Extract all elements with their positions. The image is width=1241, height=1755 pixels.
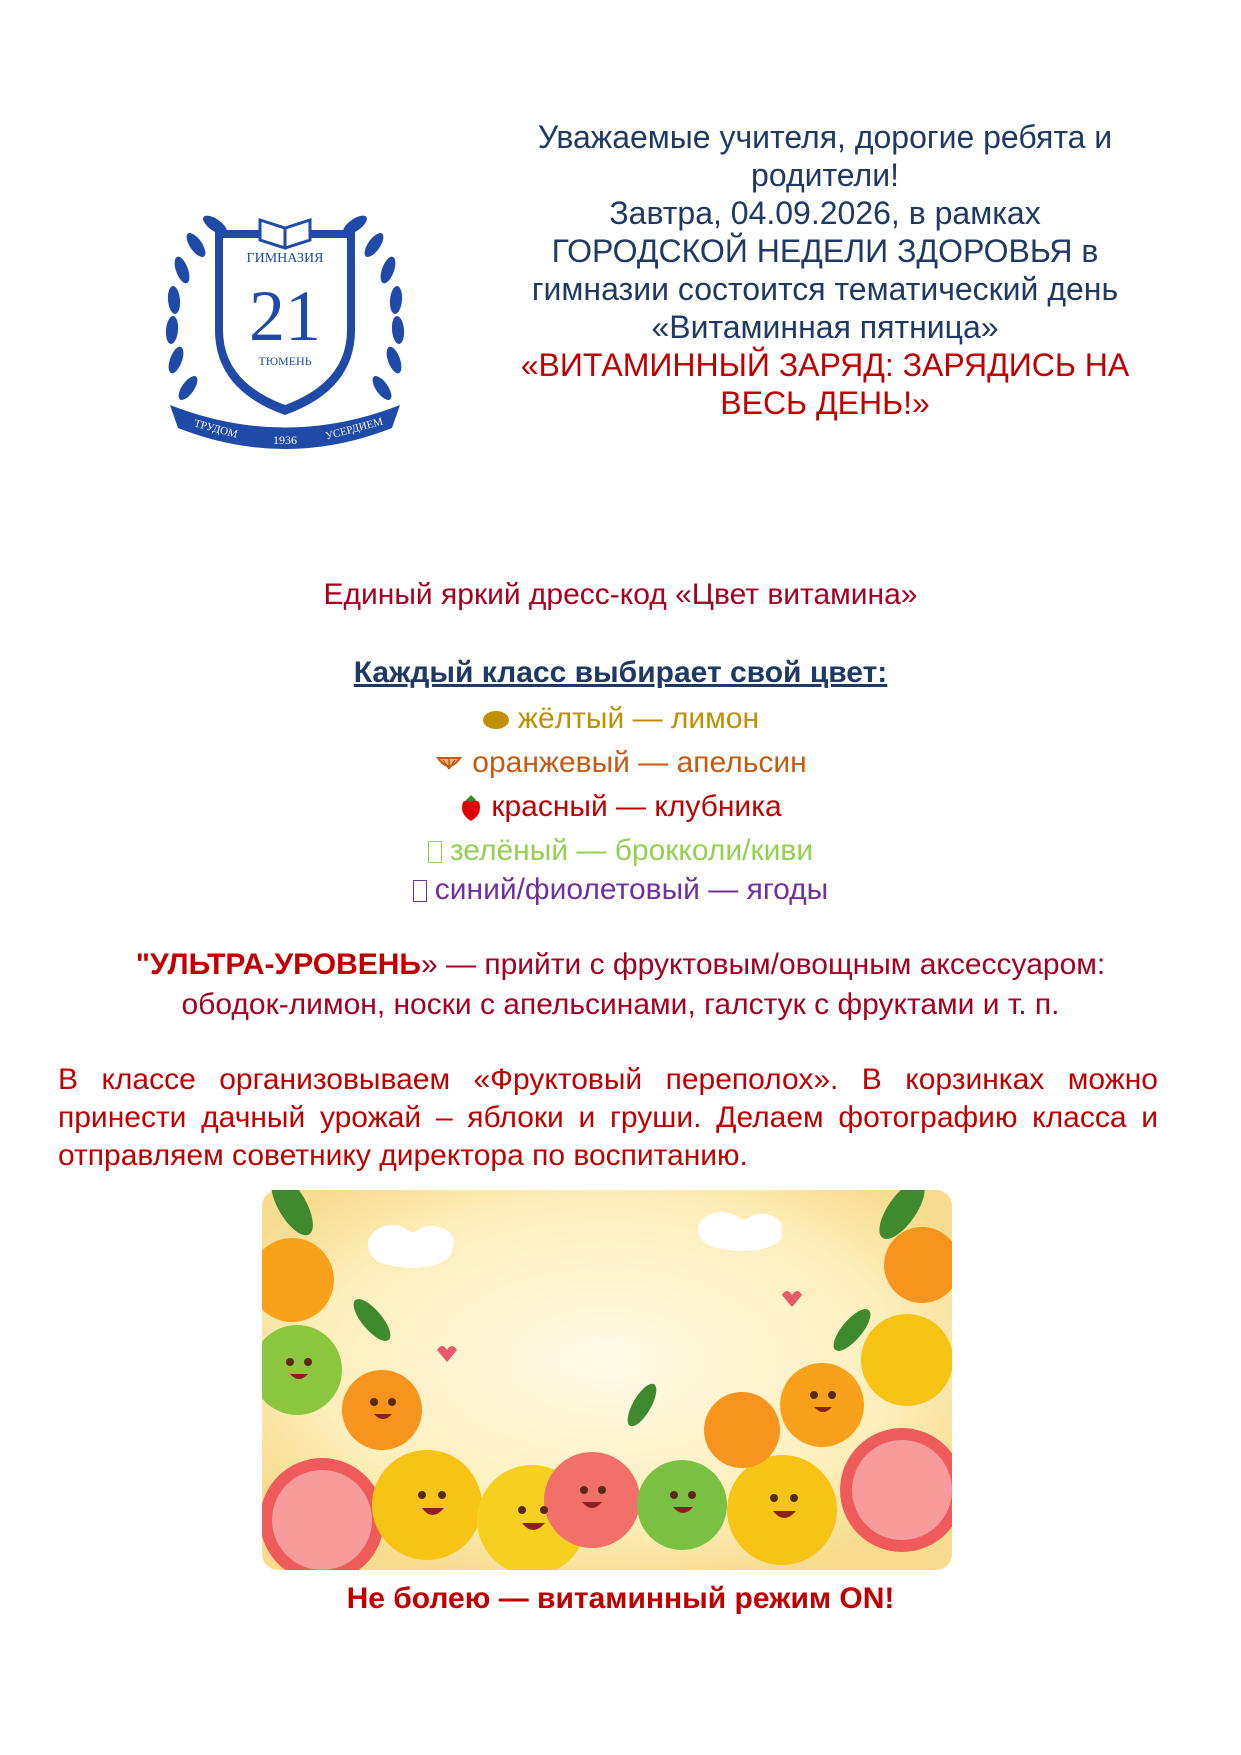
svg-text:1936: 1936 — [273, 433, 297, 447]
header-line: родители! — [751, 157, 899, 193]
missing-glyph-icon — [428, 841, 442, 863]
book-icon — [260, 220, 310, 248]
color-item-label: зелёный — брокколи/киви — [449, 834, 814, 867]
event-slogan: «ВИТАМИННЫЙ ЗАРЯД: ЗАРЯДИСЬ НА — [520, 347, 1130, 383]
color-item — [0, 700, 1241, 738]
color-choice-heading: Каждый класс выбирает свой цвет: — [353, 656, 888, 689]
gymnasium-logo — [160, 200, 410, 450]
dress-code-title: Единый яркий дресс-код «Цвет витамина» — [323, 578, 918, 611]
strawberry-icon — [459, 794, 483, 822]
header-line: «Витаминная пятница» — [651, 309, 999, 345]
orange-slice-icon — [434, 753, 464, 775]
color-item — [0, 871, 1241, 909]
missing-glyph-icon — [413, 880, 427, 902]
event-slogan: ВЕСЬ ДЕНЬ!» — [720, 385, 930, 421]
header-line: гимназии состоится тематический день — [531, 271, 1119, 307]
ultra-level-text: "УЛЬТРА-УРОВЕНЬ» — прийти с фруктовым/овощным аксессуаром: ободок-лимон, носки с апельсинами, галстук с фруктами и т. п. — [135, 948, 1106, 1021]
ultra-level-highlight: УЛЬТРА-УРОВЕНЬ — [150, 948, 421, 981]
announcement-header — [500, 118, 1150, 422]
color-item-label: оранжевый — апельсин — [472, 746, 807, 779]
fruit-illustration — [262, 1190, 952, 1570]
header-line: ГОРОДСКОЙ НЕДЕЛИ ЗДОРОВЬЯ в — [551, 233, 1099, 269]
fruit-basket-paragraph: В классе организовываем «Фруктовый переполох». В корзинках можно принести дачный урожай – яблоки и груши. Делаем фотографию класса и отправляем советнику директора по воспитанию. — [58, 1063, 1158, 1172]
lemon-icon — [482, 710, 510, 730]
color-item — [0, 744, 1241, 782]
color-item-label: жёлтый — лимон — [517, 702, 760, 735]
header-line: Завтра, 04.09.2026, в рамках — [609, 195, 1041, 231]
color-item-label: синий/фиолетовый — ягоды — [434, 873, 829, 906]
color-item-label: красный — клубника — [491, 790, 782, 823]
svg-text:ГИМНАЗИЯ: ГИМНАЗИЯ — [246, 251, 324, 266]
svg-text:21: 21 — [249, 276, 321, 356]
color-item — [0, 788, 1241, 826]
color-item — [0, 832, 1241, 870]
header-line: Уважаемые учителя, дорогие ребята и — [537, 119, 1113, 155]
color-list — [0, 700, 1241, 910]
svg-text:ТРУДОМ: ТРУДОМ — [192, 417, 239, 441]
footer-slogan: Не болею — витаминный режим ON! — [346, 1582, 895, 1615]
svg-text:УСЕРДИЕМ: УСЕРДИЕМ — [324, 415, 385, 443]
svg-text:ТЮМЕНЬ: ТЮМЕНЬ — [258, 354, 312, 368]
